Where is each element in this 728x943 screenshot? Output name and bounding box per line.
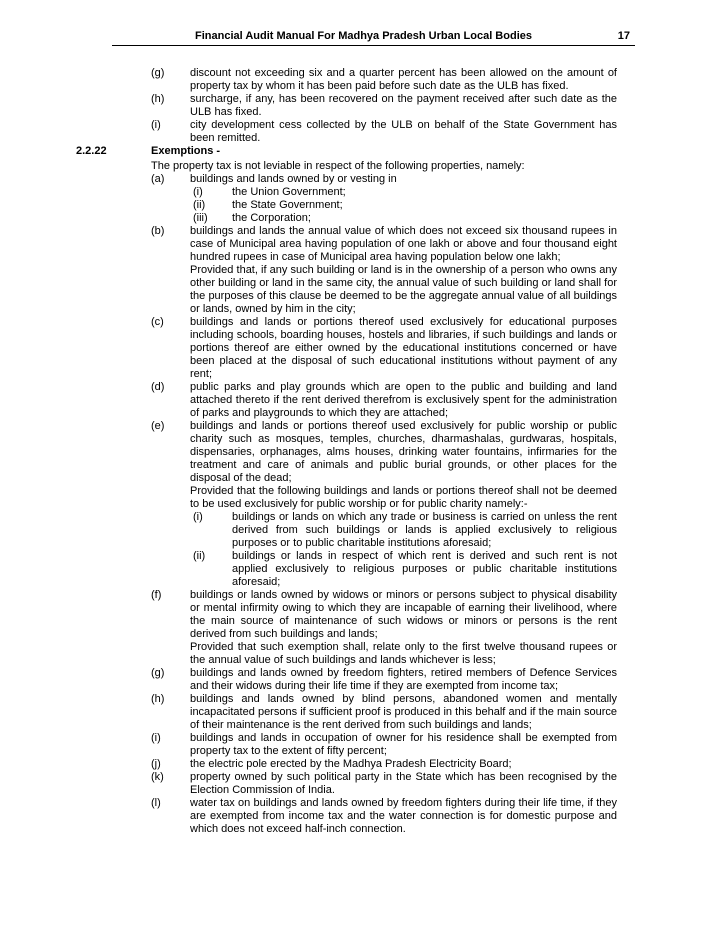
item-text: buildings and lands in occupation of owner for his residence shall be exempted from property tax to the extent of fifty percent; [190, 732, 617, 757]
sub-item-label: (i) [193, 511, 203, 523]
section-intro: The property tax is not leviable in respect of the following properties, namely: [151, 160, 525, 172]
item-text: buildings and lands owned by freedom fighters, retired members of Defence Services and their widows during their life time if they are exempted from income tax; [190, 667, 617, 692]
sub-item [0, 186, 728, 199]
item-text: discount not exceeding six and a quarter percent has been allowed on the amount of property tax by whom it has been paid before such date as the ULB has fixed. [190, 67, 617, 92]
list-item [0, 589, 728, 641]
list-item [0, 667, 728, 693]
item-label: (g) [151, 67, 165, 79]
running-header-title: Financial Audit Manual For Madhya Pradesh Urban Local Bodies [195, 30, 532, 42]
item-text: surcharge, if any, has been recovered on the payment received after such date as the ULB has fixed. [190, 93, 617, 118]
page-number: 17 [617, 30, 630, 42]
item-label: (g) [151, 667, 165, 679]
sub-item-text: buildings or lands on which any trade or business is carried on unless the rent derived from such buildings or lands is applied exclusively to religious purposes or to public charitable institutions aforesaid; [232, 511, 617, 549]
list-item [0, 420, 728, 485]
item-label: (d) [151, 381, 165, 393]
item-text: buildings or lands owned by widows or minors or persons subject to physical disability or mental infirmity owing to which they are incapable of earning their livelihood, where the main source of maintenance of such widows or minors or persons is the rent derived from such buildings and lands; [190, 589, 617, 640]
list-item [0, 173, 728, 186]
item-text: public parks and play grounds which are open to the public and building and land attached thereto if the rent derived therefrom is exclusively spent for the administration of parks and playgrounds to which they are attached; [190, 381, 617, 419]
sub-item-label: (ii) [193, 550, 206, 562]
item-label: (h) [151, 693, 165, 705]
sub-item [0, 199, 728, 212]
sub-item [0, 212, 728, 225]
sub-item-label: (i) [193, 186, 203, 198]
section-heading [0, 145, 728, 160]
item-text: buildings and lands or portions thereof used exclusively for public worship or public charity such as mosques, temples, churches, dharmashalas, gurdwaras, hospitals, dispensaries, orphanages, alms houses, drinking water fountains, infirmaries for the treatment and care of animals and public burial grounds, or other places for the disposal of the dead; [190, 420, 617, 484]
list-item [0, 693, 728, 732]
item-label: (f) [151, 589, 162, 601]
proviso-text: Provided that the following buildings and lands or portions thereof shall not be deemed to be used exclusively for public worship or for public charity namely:- [190, 485, 617, 510]
item-label: (c) [151, 316, 164, 328]
list-item [0, 225, 728, 264]
sub-item-label: (ii) [193, 199, 206, 211]
item-label: (l) [151, 797, 161, 809]
list-item [0, 67, 728, 93]
item-label: (a) [151, 173, 165, 185]
item-text: buildings and lands or portions thereof used exclusively for educational purposes including schools, boarding houses, hostels and libraries, if such buildings and lands or portions thereof are either owned by the educational institutions concerned or have been placed at the disposal of such educational institutions without payment of any rent; [190, 316, 617, 380]
list-item [0, 771, 728, 797]
item-text: property owned by such political party in the State which has been recognised by the Election Commission of India. [190, 771, 617, 796]
list-item [0, 758, 728, 771]
item-label: (k) [151, 771, 164, 783]
proviso-text: Provided that, if any such building or land is in the ownership of a person who owns any other building or land in the same city, the annual value of such building or land shall for the purposes of this clause be deemed to be the aggregate annual value of all buildings or lands, owned by him in the city; [190, 264, 617, 315]
item-label: (b) [151, 225, 165, 237]
section-number: 2.2.22 [76, 145, 107, 157]
page-body [0, 67, 728, 836]
sub-item-label: (iii) [193, 212, 208, 224]
item-text: the electric pole erected by the Madhya Pradesh Electricity Board; [190, 758, 512, 770]
item-label: (e) [151, 420, 165, 432]
sub-item [0, 511, 728, 550]
list-item [0, 119, 728, 145]
list-item [0, 381, 728, 420]
item-label: (h) [151, 93, 165, 105]
list-item [0, 732, 728, 758]
sub-item-text: the State Government; [232, 199, 343, 211]
item-text: buildings and lands the annual value of which does not exceed six thousand rupees in case of Municipal area having population of one lakh or above and four thousand eight hundred rupees in case of Municipal area having population below one lakh; [190, 225, 617, 263]
list-item [0, 316, 728, 381]
item-text: buildings and lands owned by blind persons, abandoned women and mentally incapacitated persons if sufficient proof is produced in this behalf and if the main source of their maintenance is the rent derived from such buildings and lands; [190, 693, 617, 731]
item-label: (i) [151, 119, 161, 131]
section-title: Exemptions - [151, 145, 221, 157]
sub-item-text: buildings or lands in respect of which rent is derived and such rent is not applied exclusively to religious purposes or public charitable institutions aforesaid; [232, 550, 617, 588]
sub-item [0, 550, 728, 589]
header-divider [112, 45, 635, 46]
item-text: city development cess collected by the ULB on behalf of the State Government has been remitted. [190, 119, 617, 144]
list-item [0, 797, 728, 836]
sub-item-text: the Union Government; [232, 186, 346, 198]
item-text: water tax on buildings and lands owned by freedom fighters during their life time, if they are exempted from income tax and the water connection is for domestic purpose and which does not exceed half-inch connection. [190, 797, 617, 835]
item-label: (j) [151, 758, 161, 770]
sub-item-text: the Corporation; [232, 212, 311, 224]
item-label: (i) [151, 732, 161, 744]
list-item [0, 93, 728, 119]
proviso-text: Provided that such exemption shall, relate only to the first twelve thousand rupees or the annual value of such buildings and lands whichever is less; [190, 641, 617, 666]
item-text: buildings and lands owned by or vesting in [190, 173, 397, 185]
